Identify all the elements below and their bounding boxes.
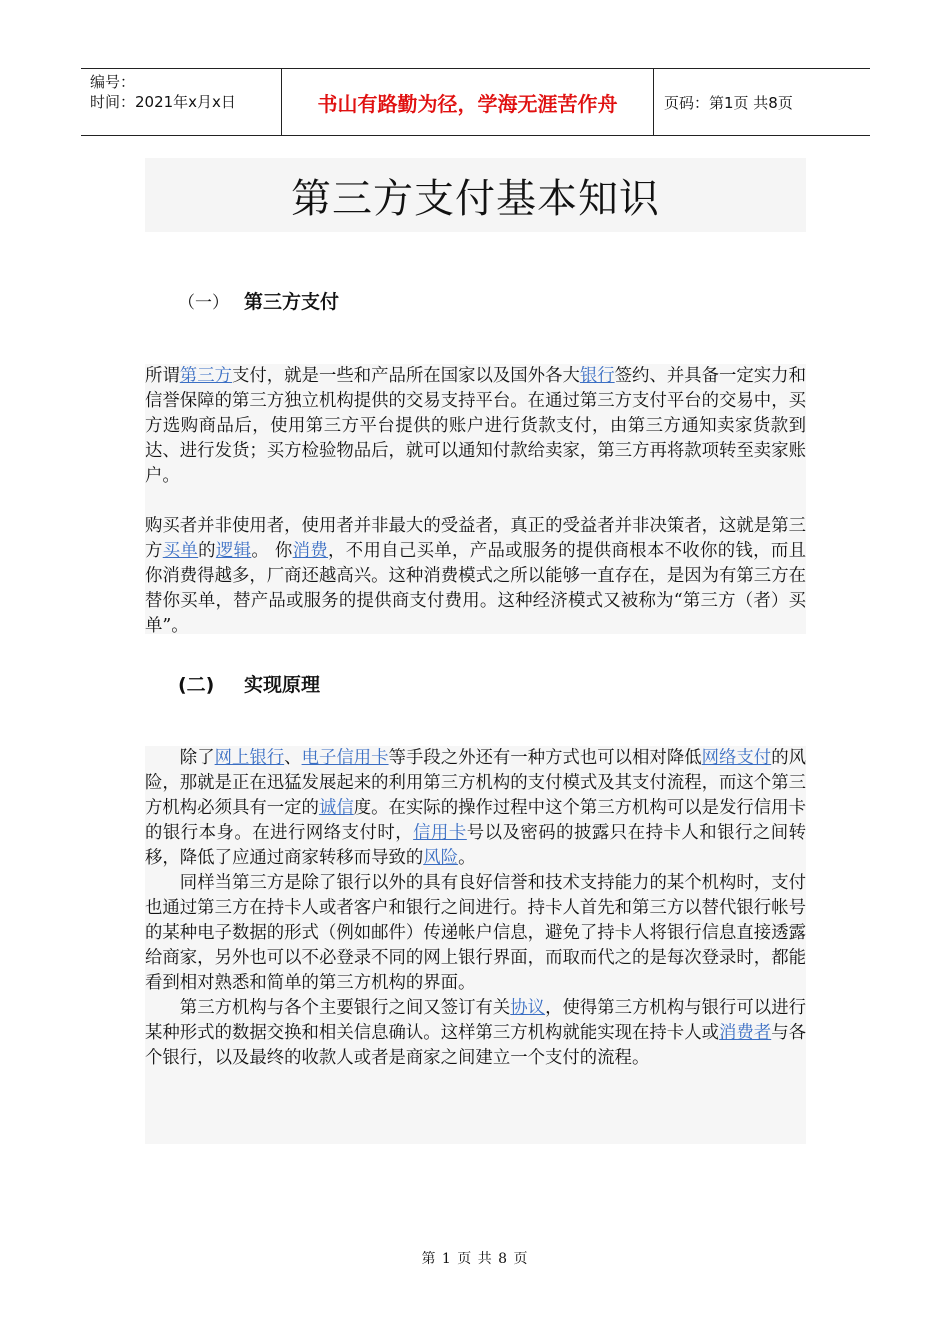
section-title: 实现原理 [244, 674, 321, 696]
link-pay-bill[interactable]: 买单 [162, 541, 199, 561]
paragraph: 购买者并非使用者，使用者并非最大的受益者，真正的受益者并非决策者，这就是第三方买单的逻辑。 你消费，不用自己买单，产品或服务的提供商根本不收你的钱，而且你消费得越多，厂商还越高兴。这种消费模式之所以能够一直存在，是因为有第三方在替你买单，替产品或服务的提供商支付费用。这种经济模式又被称为“第三方（者）买单”。 [145, 516, 806, 636]
section-heading-1 [178, 287, 339, 314]
link-consumption[interactable]: 消费 [292, 541, 329, 561]
paragraph: 所谓第三方支付，就是一些和产品所在国家以及国外各大银行签约、并具备一定实力和信誉保障的第三方独立机构提供的交易支持平台。在通过第三方支付平台的交易中，买方选购商品后，使用第三方平台提供的账户进行货款支付，由第三方通知卖家货款到达、进行发货；买方检验物品后，就可以通知付款给卖家，第三方再将款项转至卖家账户。 [145, 366, 806, 486]
header-motto: 书山有路勤为径，学海无涯苦作舟 [282, 69, 654, 135]
link-agreement[interactable]: 协议 [510, 998, 546, 1018]
section-number: （一） [178, 293, 229, 313]
link-bank[interactable]: 银行 [579, 366, 615, 386]
link-risk[interactable]: 风险 [423, 848, 459, 868]
document-number-label: 编号： [90, 73, 136, 91]
document-date-label: 时间：2021年x月x日 [90, 93, 236, 111]
link-online-banking[interactable]: 网上银行 [214, 748, 285, 768]
section-title: 第三方支付 [244, 291, 340, 313]
header-page-info: 页码：第1页 共8页 [664, 93, 793, 112]
link-online-payment[interactable]: 网络支付 [701, 748, 772, 768]
section-number: (二) [178, 674, 215, 696]
section-2-body [145, 746, 806, 1144]
link-consumer[interactable]: 消费者 [719, 1023, 772, 1043]
paragraph: 同样当第三方是除了银行以外的具有良好信誉和技术支持能力的某个机构时，支付也通过第三方在持卡人或者客户和银行之间进行。持卡人首先和第三方以替代银行帐号的某种电子数据的形式（例如邮件）传递帐户信息，避免了持卡人将银行信息直接透露给商家，另外也可以不必登录不同的网上银行界面，而取而代之的是每次登录时，都能看到相对熟悉和简单的第三方机构的界面。 [145, 873, 806, 993]
header-meta [81, 69, 282, 135]
page-footer: 第 1 页 共 8 页 [421, 1251, 529, 1267]
link-credit-card[interactable]: 信用卡 [413, 823, 467, 843]
paragraph: 第三方机构与各个主要银行之间又签订有关协议，使得第三方机构与银行可以进行某种形式的数据交换和相关信息确认。这样第三方机构就能实现在持卡人或消费者与各个银行，以及最终的收款人或者是商家之间建立一个支付的流程。 [145, 998, 806, 1068]
link-third-party[interactable]: 第三方 [179, 366, 232, 386]
section-1-body [145, 364, 806, 634]
paragraph: 除了网上银行、电子信用卡等手段之外还有一种方式也可以相对降低网络支付的风险，那就是正在迅猛发展起来的利用第三方机构的支付模式及其支付流程，而这个第三方机构必须具有一定的诚信度。在实际的操作过程中这个第三方机构可以是发行信用卡的银行本身。在进行网络支付时，信用卡号以及密码的披露只在持卡人和银行之间转移，降低了应通过商家转移而导致的风险。 [145, 748, 806, 868]
link-e-credit-card[interactable]: 电子信用卡 [301, 748, 389, 768]
title-band [145, 158, 806, 232]
page-header [81, 68, 870, 136]
document-title: 第三方支付基本知识 [291, 175, 660, 222]
link-logic[interactable]: 逻辑 [215, 541, 252, 561]
section-heading-2 [178, 670, 320, 697]
link-integrity[interactable]: 诚信 [318, 798, 354, 818]
